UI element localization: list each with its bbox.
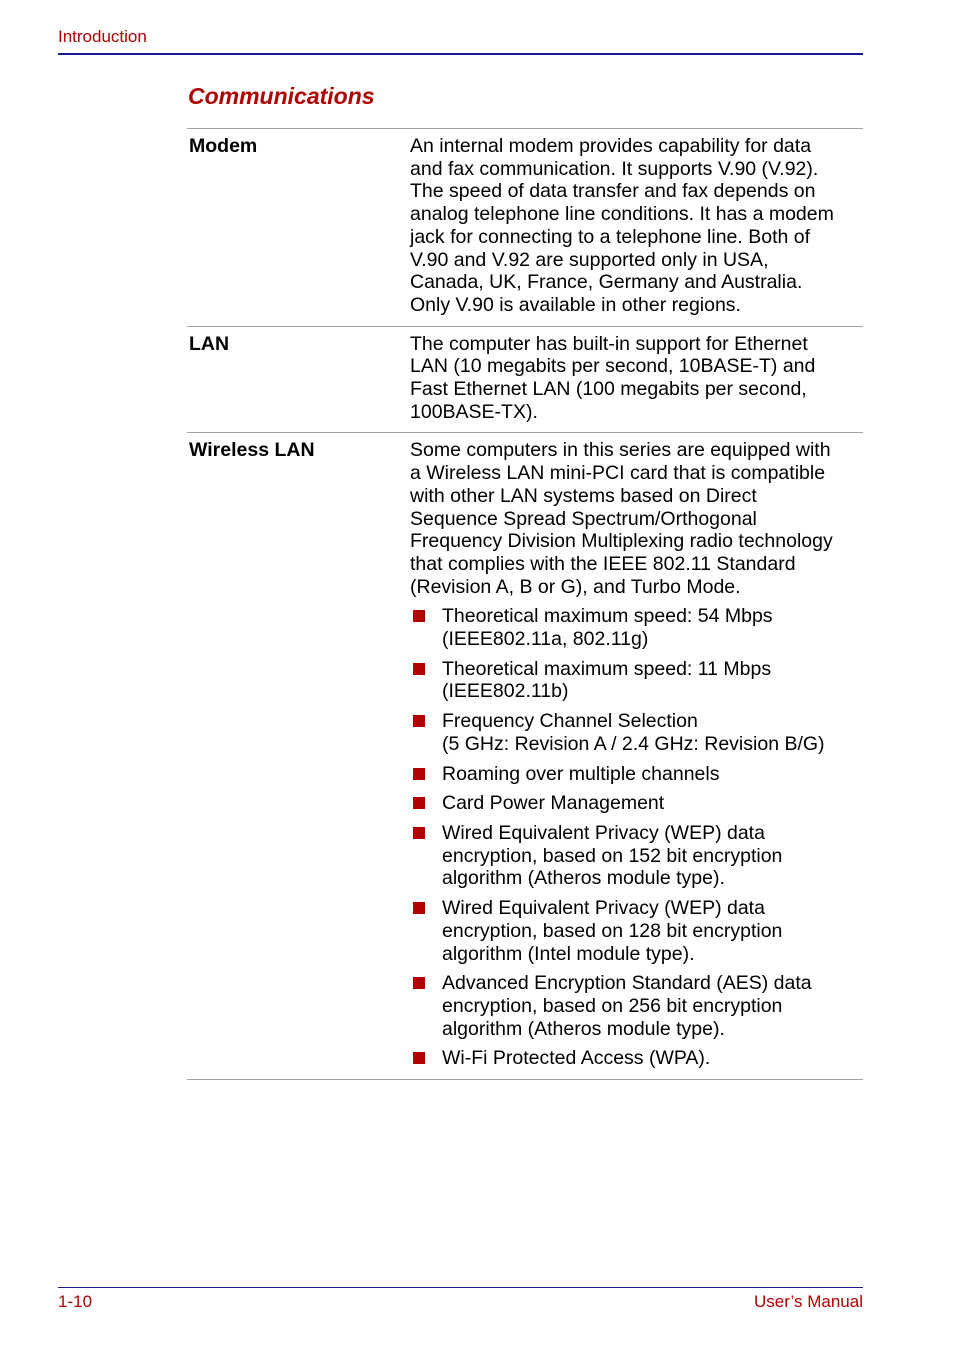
square-bullet-icon [413,827,425,839]
running-header: Introduction [58,27,147,46]
list-item-text: Theoretical maximum speed: 54 Mbps (IEEE802.11a, 802.11g) [442,605,773,651]
footer-divider [58,1287,863,1288]
list-item [410,1047,863,1070]
spec-term: Modem [189,135,258,157]
list-item [410,972,863,1040]
list-item-text: Wi-Fi Protected Access (WPA). [442,1047,711,1070]
square-bullet-icon [413,768,425,780]
list-item-text: Wired Equivalent Privacy (WEP) data encryption, based on 128 bit encryption algorithm (Intel module type). [442,897,783,965]
spec-row-wireless-lan [187,432,863,1080]
spec-description: The computer has built-in support for Ethernet LAN (10 megabits per second, 10BASE-T) and Fast Ethernet LAN (100 megabits per second, 100BASE-TX). [410,332,816,423]
spec-row-lan [187,326,863,433]
spec-description: An internal modem provides capability for data and fax communication. It supports V.90 (V.92). The speed of data transfer and fax depends on analog telephone line conditions. It has a modem jack for connecting to a telephone line. Both of V.90 and V.92 are supported only in USA, Canada, UK, France, Germany and Australia. Only V.90 is available in other regions. [410,135,834,316]
list-item [410,710,863,755]
list-item-text: Frequency Channel Selection (5 GHz: Revision A / 2.4 GHz: Revision B/G) [442,710,825,755]
list-item [410,897,863,965]
header-divider [58,53,863,55]
list-item-text: Theoretical maximum speed: 11 Mbps (IEEE802.11b) [442,657,772,703]
list-item [410,763,863,786]
list-item [410,605,863,650]
section-title: Communications [188,83,375,109]
spec-table [187,128,863,1080]
square-bullet-icon [413,977,425,989]
list-item [410,658,863,703]
list-item-text: Wired Equivalent Privacy (WEP) data encryption, based on 152 bit encryption algorithm (Atheros module type). [442,821,783,890]
square-bullet-icon [413,902,425,914]
list-item [410,792,863,815]
spec-description-block [410,439,863,1070]
list-item-text: Card Power Management [442,792,665,815]
square-bullet-icon [413,610,425,622]
spec-row-modem [187,128,863,326]
spec-description: Some computers in this series are equipped with a Wireless LAN mini-PCI card that is compatible with other LAN systems based on Direct Sequence Spread Spectrum/Orthogonal Frequency Division Multiplexing radio technology that complies with the IEEE 802.11 Standard (Revision A, B or G), and Turbo Mode. [410,439,833,598]
square-bullet-icon [413,663,425,675]
manual-title: User’s Manual [754,1292,863,1311]
list-item-text: Advanced Encryption Standard (AES) data encryption, based on 256 bit encryption algorithm (Atheros module type). [442,972,812,1040]
list-item-text: Roaming over multiple channels [442,762,720,785]
spec-term: Wireless LAN [189,439,315,462]
square-bullet-icon [413,1052,425,1064]
feature-list [410,605,863,1070]
square-bullet-icon [413,797,425,809]
page-number: 1-10 [58,1292,93,1311]
spec-term: LAN [189,332,230,355]
list-item [410,822,863,890]
square-bullet-icon [413,715,425,727]
